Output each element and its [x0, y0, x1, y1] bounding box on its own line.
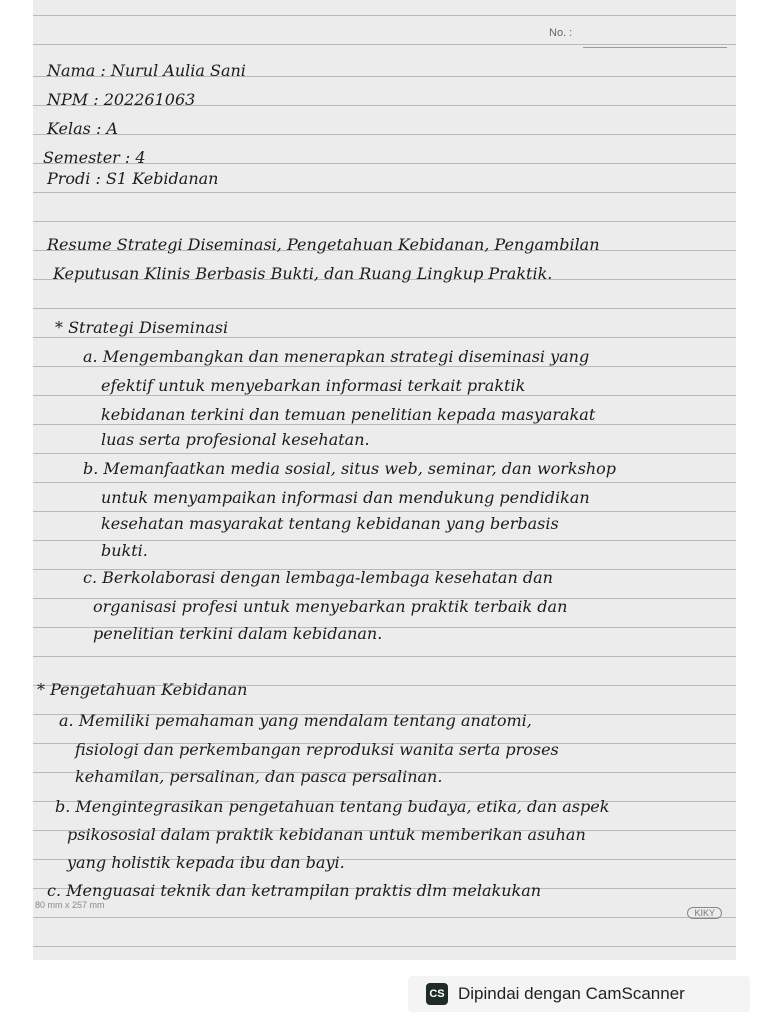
- paper-size-label: 80 mm x 257 mm: [35, 900, 105, 910]
- header-nama: Nama : Nurul Aulia Sani: [47, 61, 246, 80]
- page-number-label: No. :: [549, 27, 573, 39]
- list-item-line: c. Berkolaborasi dengan lembaga-lembaga kesehatan dan: [83, 568, 553, 587]
- list-item-line: organisasi profesi untuk menyebarkan praktik terbaik dan: [93, 597, 568, 616]
- list-item-line: untuk menyampaikan informasi dan mendukung pendidikan: [101, 488, 590, 507]
- list-item-line: bukti.: [101, 541, 148, 560]
- list-item-line: kebidanan terkini dan temuan penelitian kepada masyarakat: [101, 405, 596, 424]
- list-item-line: kesehatan masyarakat tentang kebidanan yang berbasis: [101, 514, 559, 533]
- list-item-line: kehamilan, persalinan, dan pasca persalinan.: [75, 767, 443, 786]
- section-heading: * Strategi Diseminasi: [55, 318, 229, 337]
- header-kelas: Kelas : A: [47, 119, 118, 138]
- header-prodi: Prodi : S1 Kebidanan: [47, 169, 219, 188]
- header-semester: Semester : 4: [43, 148, 146, 167]
- notebook-page: [33, 0, 736, 960]
- header-npm: NPM : 202261063: [47, 90, 196, 109]
- section-heading: * Pengetahuan Kebidanan: [37, 680, 248, 699]
- title-line: Keputusan Klinis Berbasis Bukti, dan Ruang Lingkup Praktik.: [53, 264, 553, 283]
- list-item-line: a. Mengembangkan dan menerapkan strategi diseminasi yang: [83, 347, 590, 366]
- list-item-line: a. Memiliki pemahaman yang mendalam tentang anatomi,: [59, 711, 532, 730]
- brand-logo: KIKY: [687, 907, 722, 919]
- list-item-line: psikososial dalam praktik kebidanan untuk memberikan asuhan: [67, 825, 586, 844]
- page-number-line: [583, 47, 727, 48]
- list-item-line: luas serta profesional kesehatan.: [101, 430, 370, 449]
- list-item-line: b. Mengintegrasikan pengetahuan tentang budaya, etika, dan aspek: [55, 797, 610, 816]
- list-item-line: efektif untuk menyebarkan informasi terkait praktik: [101, 376, 526, 395]
- title-line: Resume Strategi Diseminasi, Pengetahuan Kebidanan, Pengambilan: [47, 235, 600, 254]
- list-item-line: c. Menguasai teknik dan ketrampilan praktis dlm melakukan: [47, 881, 542, 900]
- list-item-line: penelitian terkini dalam kebidanan.: [93, 624, 383, 643]
- camscanner-watermark: [408, 976, 750, 1012]
- camscanner-text: Dipindai dengan CamScanner: [458, 984, 685, 1003]
- camscanner-icon: CS: [426, 983, 448, 1005]
- list-item-line: yang holistik kepada ibu dan bayi.: [67, 853, 345, 872]
- list-item-line: b. Memanfaatkan media sosial, situs web, seminar, dan workshop: [83, 459, 617, 478]
- list-item-line: fisiologi dan perkembangan reproduksi wanita serta proses: [75, 740, 559, 759]
